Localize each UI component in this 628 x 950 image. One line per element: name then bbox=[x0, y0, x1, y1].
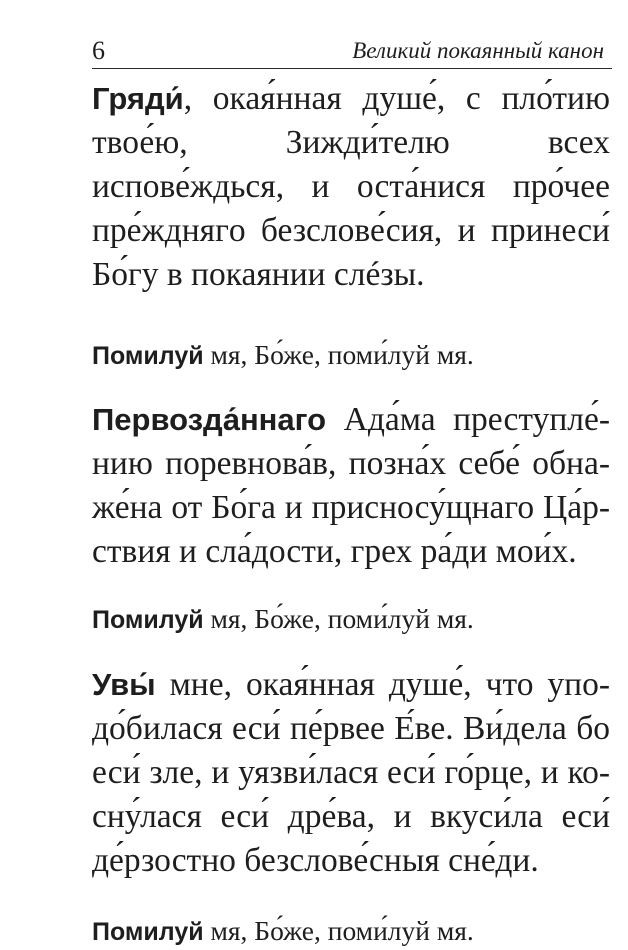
troparion-3 bbox=[92, 663, 610, 883]
refrain-3 bbox=[92, 913, 610, 950]
canon-text bbox=[92, 72, 610, 950]
refrain-initial-word: Помилуй bbox=[92, 606, 204, 634]
refrain-initial-word: Помилуй bbox=[92, 918, 204, 946]
troparion-initial-word: Увы́ bbox=[92, 667, 156, 702]
troparion-text: , окая́нная душе́, с пло́тию твое́ю, Зижди́телю всех испове́ждься, и оста́нися про́чее пре́жднягo безслове́сия, и принеси́ Бо́гу в покаянии слéзы. bbox=[92, 80, 610, 293]
refrain-text: мя, Бо́же, поми́луй мя. bbox=[203, 339, 474, 370]
troparion-1 bbox=[92, 77, 610, 297]
refrain-text: мя, Бо́же, поми́луй мя. bbox=[203, 915, 474, 946]
refrain-2 bbox=[92, 601, 610, 638]
troparion-text: мне, окая́нная душе́, что уподо́билася еси́ пе́рвее Е́ве. Ви́дела бо еси́ зле, и уязви́лася еси́ го́рце, и косну́лася еси́ дре́ва, и вкуси́ла еси́ де́рзостно безслове́сныя сне́ди. bbox=[92, 666, 610, 879]
troparion-text: Ада́ма преступле́нию поревнова́в, позна́х себе́ обнаже́на от Бо́га и присносу́щнаго Ца́рствия и сла́дости, грех ра́ди мои́х. bbox=[92, 401, 610, 570]
refrain-initial-word: Помилуй bbox=[92, 342, 204, 370]
page-header bbox=[92, 34, 612, 69]
refrain-text: мя, Бо́же, поми́луй мя. bbox=[203, 603, 474, 634]
troparion-2 bbox=[92, 398, 610, 574]
troparion-initial-word: Гряди́ bbox=[92, 81, 184, 116]
troparion-initial-word: Первозда́ннаго bbox=[92, 402, 327, 437]
running-title: Великий покаянный канон bbox=[352, 38, 604, 63]
page-number: 6 bbox=[92, 36, 105, 65]
refrain-1 bbox=[92, 337, 610, 374]
